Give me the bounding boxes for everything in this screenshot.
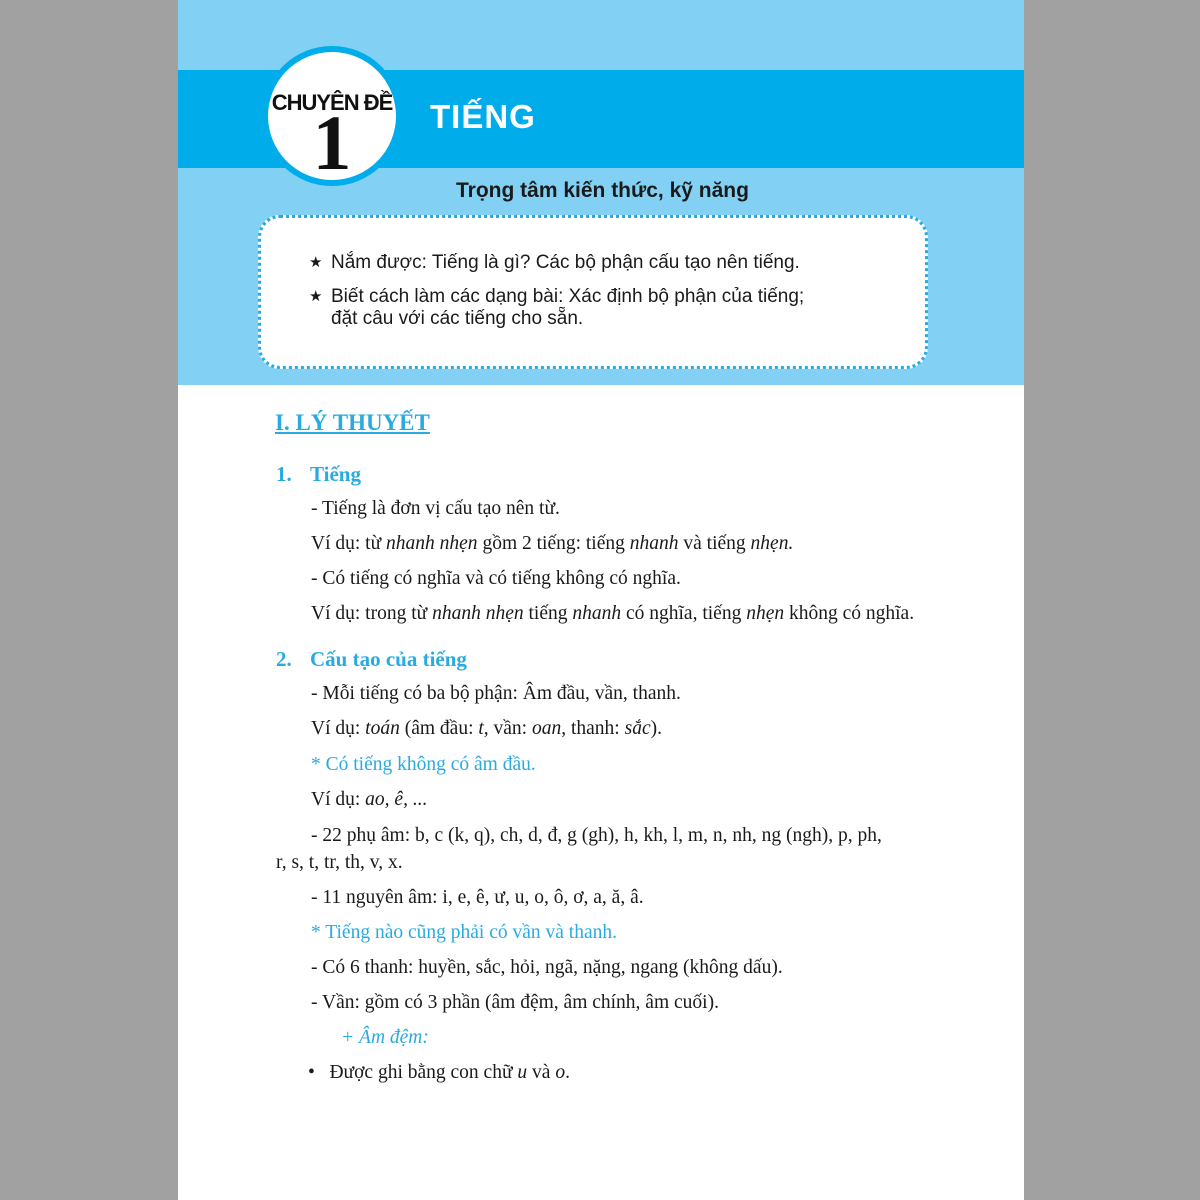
text-line: r, s, t, tr, th, v, x. (276, 852, 403, 873)
chapter-label: CHUYÊN ĐỀ (271, 90, 393, 115)
text-line: - Có 6 thanh: huyền, sắc, hỏi, ngã, nặng, ngang (không dấu). (311, 957, 783, 978)
text-line: - Mỗi tiếng có ba bộ phận: Âm đầu, vần, thanh. (311, 683, 681, 704)
text-line: Ví dụ: trong từ nhanh nhẹn tiếng nhanh có nghĩa, tiếng nhẹn không có nghĩa. (311, 603, 915, 624)
focus-heading: Trọng tâm kiến thức, kỹ năng (456, 179, 749, 202)
subsection-heading: 2. Cấu tạo của tiếng (276, 647, 467, 671)
text-line: - Tiếng là đơn vị cấu tạo nên từ. (311, 498, 560, 519)
text-line: Ví dụ: ao, ê, ... (311, 789, 428, 810)
bullet-line: • Được ghi bằng con chữ u và o. (308, 1062, 570, 1083)
bullet-icon: • (308, 1062, 315, 1083)
text-line: Ví dụ: toán (âm đầu: t, vần: oan, thanh: sắc). (311, 718, 662, 739)
focus-item: ★ Nắm được: Tiếng là gì? Các bộ phận cấu tạo nên tiếng. (309, 252, 800, 273)
chapter-title: TIẾNG (430, 98, 536, 135)
chapter-number: 1 (312, 99, 352, 186)
star-icon: ★ (309, 288, 323, 305)
section-title: I. LÝ THUYẾT (275, 410, 430, 435)
text-line: - Vần: gồm có 3 phần (âm đệm, âm chính, âm cuối). (311, 992, 719, 1013)
text-line: Ví dụ: từ nhanh nhẹn gồm 2 tiếng: tiếng nhanh và tiếng nhẹn. (311, 533, 794, 554)
chapter-badge (262, 46, 402, 186)
focus-item: ★ Biết cách làm các dạng bài: Xác định bộ phận của tiếng; đặt câu với các tiếng cho sẵn. (309, 286, 805, 329)
text-line: - Có tiếng có nghĩa và có tiếng không có nghĩa. (311, 568, 681, 589)
note-line: + Âm đệm: (341, 1027, 429, 1048)
text-line: - 11 nguyên âm: i, e, ê, ư, u, o, ô, ơ, a, ă, â. (311, 887, 644, 908)
subsection-heading: 1. Tiếng (276, 462, 361, 486)
note-line: * Tiếng nào cũng phải có vần và thanh. (311, 922, 617, 943)
text-line: - 22 phụ âm: b, c (k, q), ch, d, đ, g (gh), h, kh, l, m, n, nh, ng (ngh), p, ph, (311, 825, 882, 846)
focus-box (258, 215, 928, 369)
star-icon: ★ (309, 254, 323, 271)
note-line: * Có tiếng không có âm đầu. (311, 754, 536, 775)
book-page (178, 0, 1024, 1200)
